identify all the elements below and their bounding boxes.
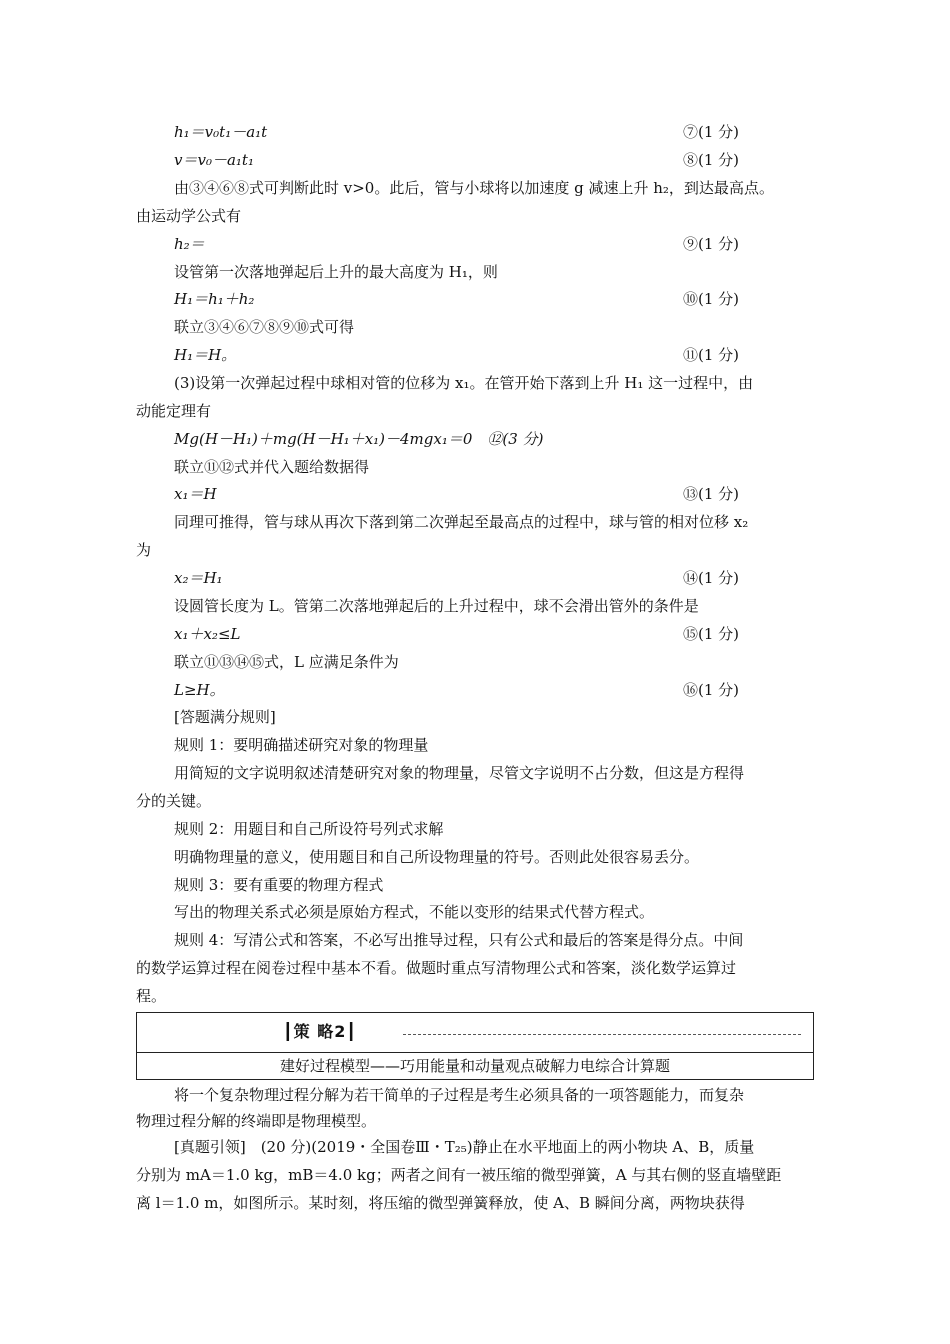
text-line (0, 1134, 950, 1160)
text-line (0, 704, 950, 730)
equation-tag: ⑩(1 分) (683, 290, 740, 308)
paragraph-text: 用简短的文字说明叙述清楚研究对象的物理量，尽管文字说明不占分数，但这是方程得 (174, 764, 745, 782)
text-line (0, 175, 950, 201)
strategy-box (136, 1012, 814, 1052)
equation-line (0, 147, 950, 173)
equation-line (0, 119, 950, 145)
paragraph-text: 联立⑪⑬⑭⑮式，L 应满足条件为 (174, 653, 399, 671)
equation-text: H₁＝h₁＋h₂ (174, 290, 255, 308)
rule-heading: 规则 4：写清公式和答案，不必写出推导过程，只有公式和最后的答案是得分点。中间 (174, 931, 744, 949)
equation-tag: ⑯(1 分) (683, 681, 740, 699)
paragraph-text: (3)设第一次弹起过程中球相对管的位移为 x₁。在管开始下落到上升 H₁ 这一过程中，由 (174, 374, 754, 392)
text-line (0, 1162, 950, 1188)
equation-line (0, 426, 950, 452)
paragraph-text: 分别为 mA＝1.0 kg，mB＝4.0 kg；两者之间有一被压缩的微型弹簧，A 与其右侧的竖直墙壁距 (136, 1166, 782, 1184)
equation-line (0, 481, 950, 507)
equation-text: h₂＝ (174, 235, 205, 253)
paragraph-text: 为 (136, 541, 152, 559)
equation-tag: ⑮(1 分) (683, 625, 740, 643)
equation-tag: ⑭(1 分) (683, 569, 740, 587)
text-line (0, 1108, 950, 1134)
paragraph-text: 的数学运算过程在阅卷过程中基本不看。做题时重点写清物理公式和答案，淡化数学运算过 (136, 959, 737, 977)
paragraph-text: 动能定理有 (136, 402, 212, 420)
text-line (0, 398, 950, 424)
text-line (0, 732, 950, 758)
text-line (0, 1190, 950, 1216)
equation-line (0, 342, 950, 368)
equation-tag: ⑨(1 分) (683, 235, 740, 253)
text-line (0, 1082, 950, 1108)
text-line (0, 983, 950, 1009)
paragraph-text: 同理可推得，管与球从再次下落到第二次弹起至最高点的过程中，球与管的相对位移 x₂ (174, 513, 749, 531)
equation-tag: ⑪(1 分) (683, 346, 740, 364)
equation-line (0, 565, 950, 591)
text-line (0, 816, 950, 842)
text-line (0, 509, 950, 535)
equation-tag: ⑬(1 分) (683, 485, 740, 503)
rule-heading: 规则 1：要明确描述研究对象的物理量 (174, 736, 429, 754)
paragraph-text: 由运动学公式有 (136, 207, 242, 225)
equation-text: h₁＝v₀t₁－a₁t (174, 123, 268, 141)
strategy-label: ┃策 略2┃ (283, 1022, 357, 1041)
paragraph-text: 程。 (136, 987, 167, 1005)
strategy-subtitle: 建好过程模型——巧用能量和动量观点破解力电综合计算题 (136, 1052, 814, 1080)
text-line (0, 899, 950, 925)
text-line (0, 203, 950, 229)
equation-tag: ⑧(1 分) (683, 151, 740, 169)
equation-text: x₁＋x₂≤L (174, 625, 241, 643)
text-line (0, 788, 950, 814)
paragraph-text: 设圆管长度为 L。管第二次落地弹起后的上升过程中，球不会滑出管外的条件是 (174, 597, 699, 615)
paragraph-text: 离 l＝1.0 m，如图所示。某时刻，将压缩的微型弹簧释放，使 A、B 瞬间分离，两物块获得 (136, 1194, 745, 1212)
text-line (0, 760, 950, 786)
dashed-divider (403, 1034, 801, 1035)
text-line (0, 844, 950, 870)
equation-tag: ⑦(1 分) (683, 123, 740, 141)
text-line (0, 872, 950, 898)
equation-line (0, 621, 950, 647)
text-line (0, 927, 950, 953)
equation-line (0, 677, 950, 703)
equation-text: v＝v₀－a₁t₁ (174, 151, 254, 169)
text-line (0, 537, 950, 563)
equation-text: H₁＝H。 (174, 346, 237, 364)
paragraph-text: 由③④⑥⑧式可判断此时 v>0。此后，管与小球将以加速度 g 减速上升 h₂，到达最高点。 (174, 179, 774, 197)
equation-line (0, 231, 950, 257)
text-line (0, 314, 950, 340)
text-line (0, 454, 950, 480)
paragraph-text: 明确物理量的意义，使用题目和自己所设物理量的符号。否则此处很容易丢分。 (174, 848, 700, 866)
rule-heading: 规则 2：用题目和自己所设符号列式求解 (174, 820, 444, 838)
paragraph-text: [真题引领] (20 分)(2019・全国卷Ⅲ・T₂₅)静止在水平地面上的两小物块 A、B，质量 (174, 1138, 755, 1156)
paragraph-text: 写出的物理关系式必须是原始方程式，不能以变形的结果式代替方程式。 (174, 903, 655, 921)
equation-text: x₁＝H (174, 485, 217, 503)
paragraph-text: 联立⑪⑫式并代入题给数据得 (174, 458, 370, 476)
text-line (0, 259, 950, 285)
paragraph-text: 分的关键。 (136, 792, 212, 810)
equation-text: Mg(H－H₁)＋mg(H－H₁＋x₁)－4mgx₁＝0 ⑫(3 分) (174, 430, 544, 448)
rule-heading: 规则 3：要有重要的物理方程式 (174, 876, 384, 894)
text-line (0, 370, 950, 396)
paragraph-text: 设管第一次落地弹起后上升的最大高度为 H₁，则 (174, 263, 498, 281)
text-line (0, 649, 950, 675)
section-heading: [答题满分规则] (174, 708, 276, 726)
paragraph-text: 物理过程分解的终端即是物理模型。 (136, 1112, 377, 1130)
equation-text: x₂＝H₁ (174, 569, 223, 587)
text-line (0, 593, 950, 619)
paragraph-text: 将一个复杂物理过程分解为若干简单的子过程是考生必须具备的一项答题能力，而复杂 (174, 1086, 745, 1104)
paragraph-text: 联立③④⑥⑦⑧⑨⑩式可得 (174, 318, 355, 336)
equation-line (0, 286, 950, 312)
text-line (0, 955, 950, 981)
equation-text: L≥H。 (174, 681, 225, 699)
